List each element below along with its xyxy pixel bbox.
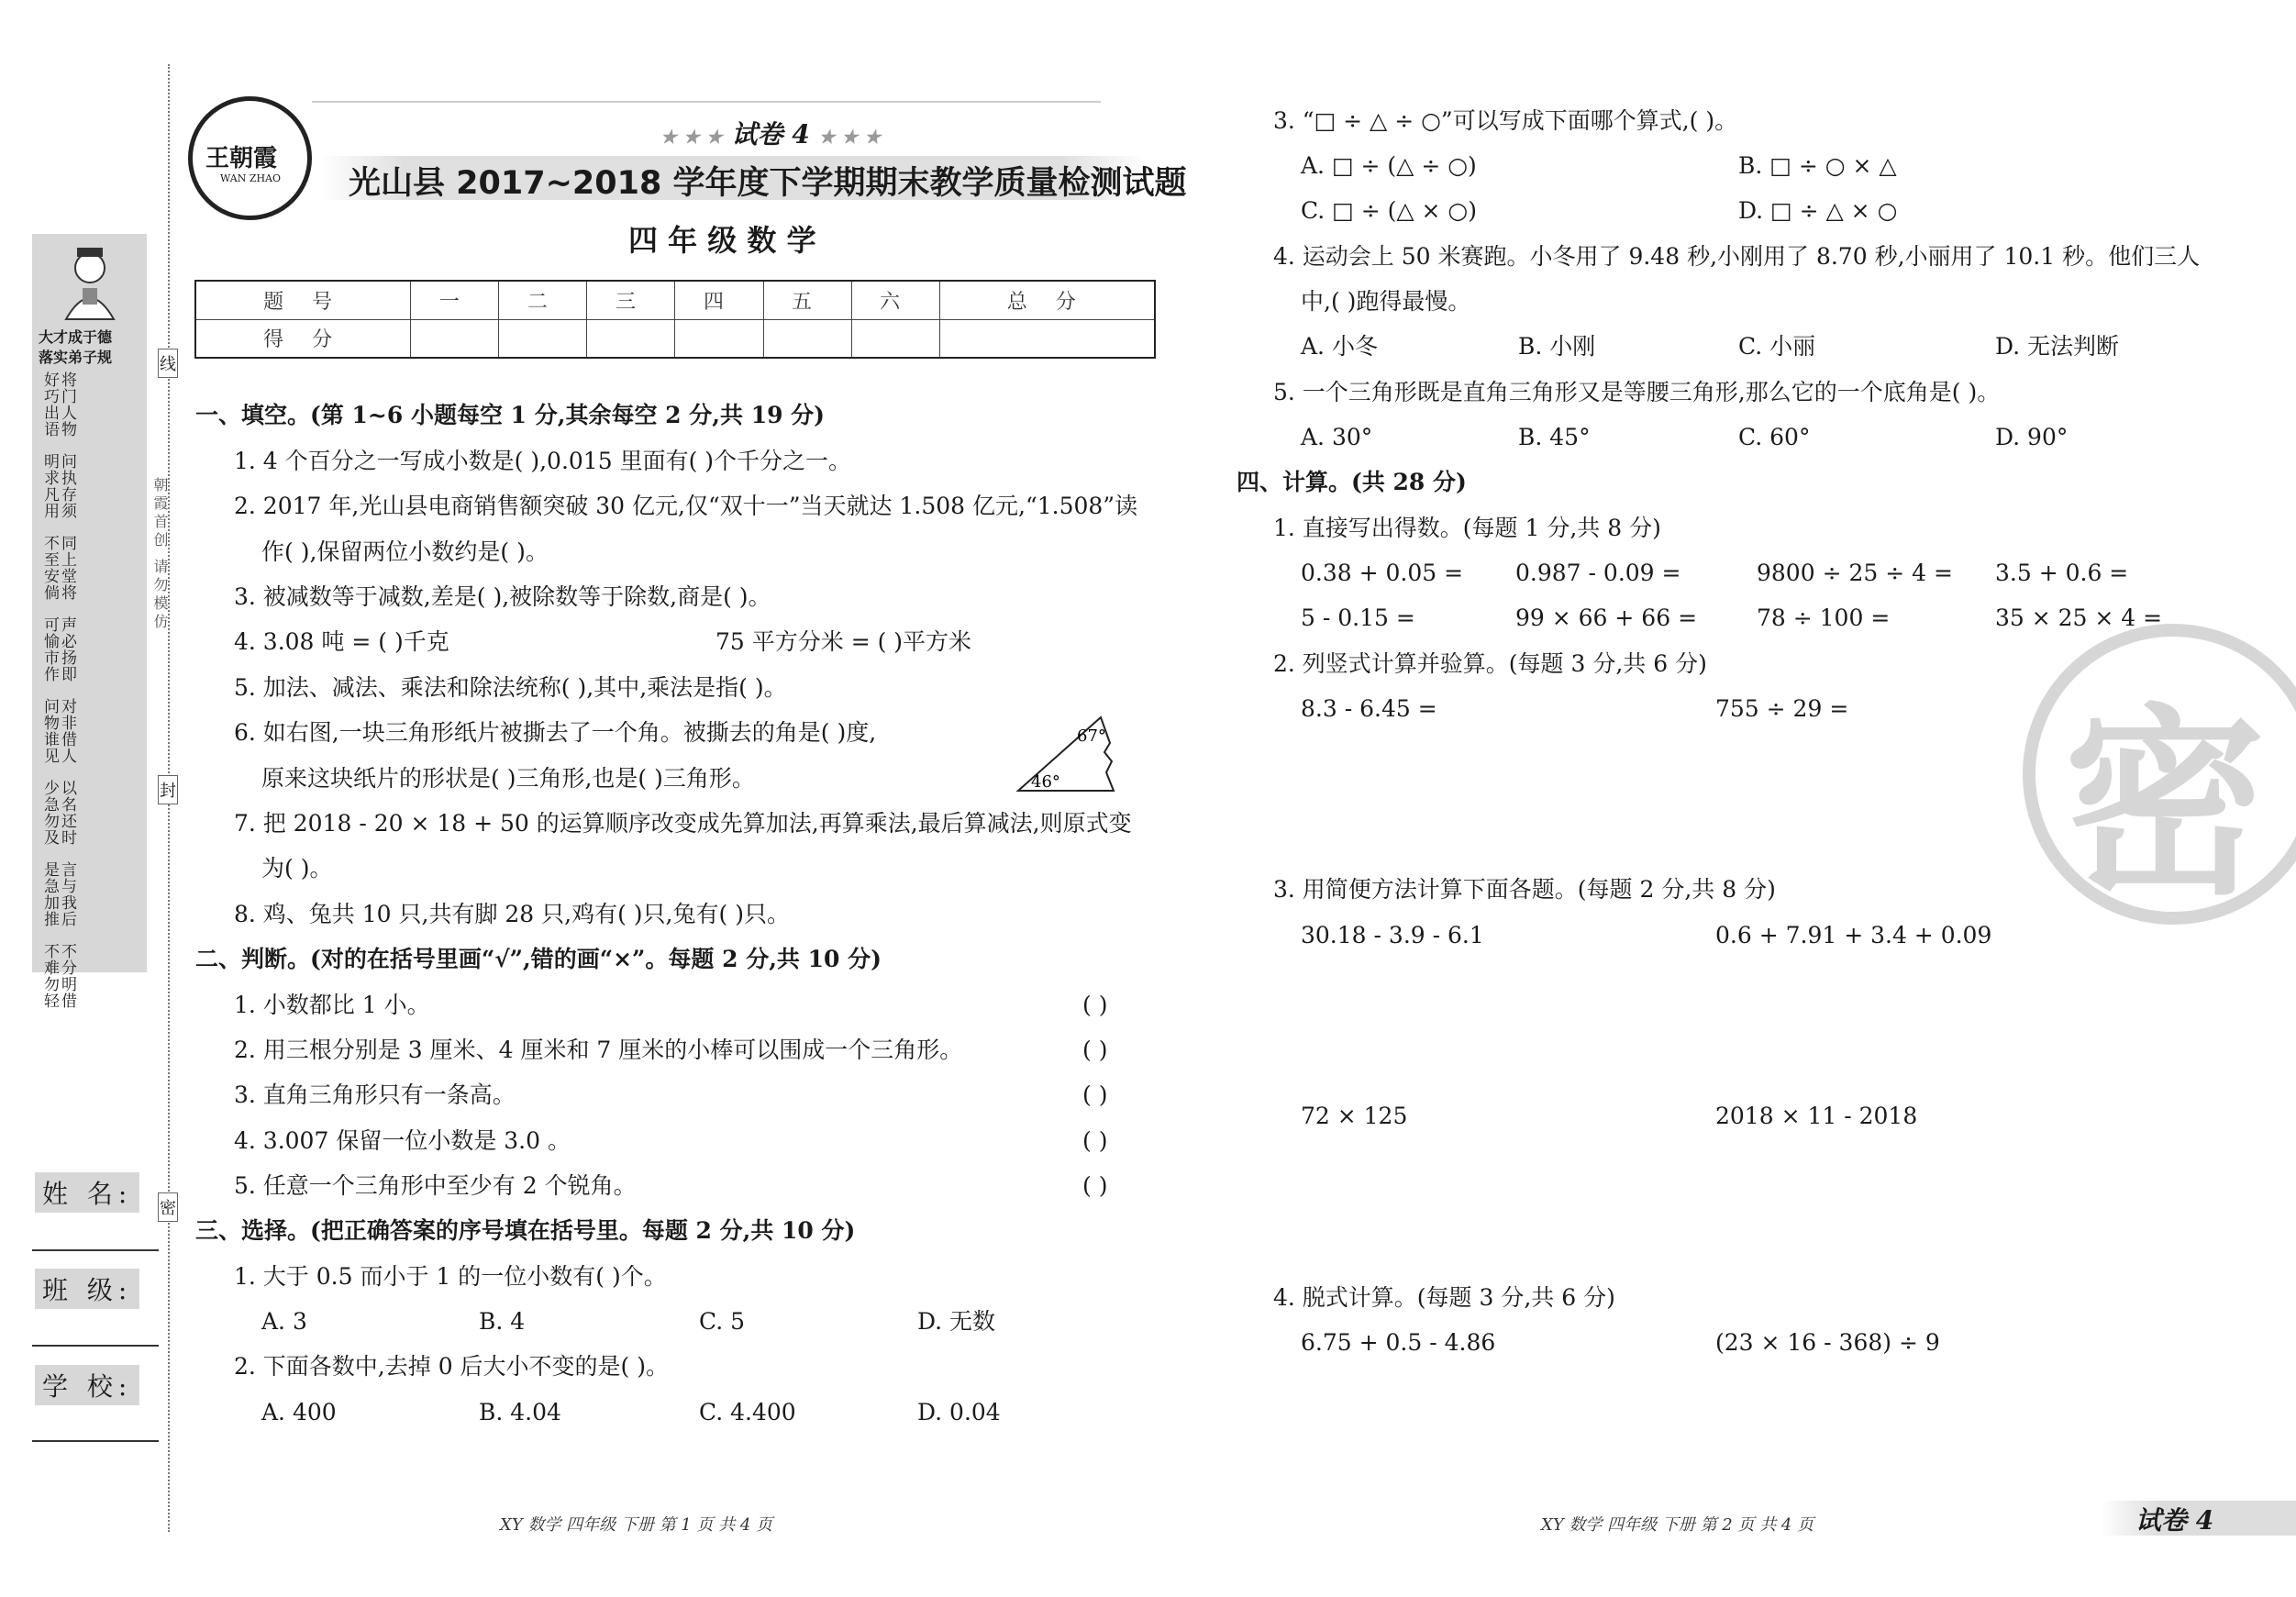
question-text: 6. 如右图,一块三角形纸片被撕去了一个角。被撕去的角是( )度, [234, 719, 877, 746]
calc-item: 0.38 + 0.05 = [1301, 560, 1464, 586]
judge-item: 3. 直角三角形只有一条高。 [234, 1081, 516, 1108]
option: D. 0.04 [917, 1399, 1001, 1425]
table-cell: 六 [851, 281, 939, 319]
table-cell: 得 分 [195, 319, 411, 358]
calc-item: 78 ÷ 100 = [1757, 604, 1891, 631]
calc-item: 0.987 - 0.09 = [1515, 560, 1681, 586]
table-cell: 四 [675, 281, 763, 319]
section-1-title: 一、填空。(第 1~6 小题每空 1 分,其余每空 2 分,共 19 分) [195, 402, 826, 428]
poem-group: 对非借人问物谁见 [40, 698, 76, 764]
triangle-angle-top: 67° [1077, 726, 1106, 746]
question-text: 7. 把 2018 - 20 × 18 + 50 的运算顺序改变成先算加法,再算乘法,最后算减法,则原式变 [234, 810, 1132, 837]
calc-item: 72 × 125 [1301, 1103, 1408, 1129]
question-text: 3. 用简便方法计算下面各题。(每题 2 分,共 8 分) [1273, 876, 1776, 903]
question-text: 1. 4 个百分之一写成小数是( ),0.015 里面有( )个千分之一。 [234, 448, 852, 474]
score-input-cell[interactable] [499, 319, 587, 358]
table-row [195, 281, 1155, 319]
option: A. 小冬 [1301, 333, 1378, 360]
name-field[interactable] [32, 1249, 159, 1251]
question-text: 3. “□ ÷ △ ÷ ○”可以写成下面哪个算式,( )。 [1273, 107, 1738, 134]
question-text: 中,( )跑得最慢。 [1301, 288, 1471, 315]
option: A. □ ÷ (△ ÷ ○) [1301, 152, 1477, 179]
score-input-cell[interactable] [939, 319, 1155, 358]
option: B. □ ÷ ○ × △ [1738, 152, 1897, 179]
corner-tag: 试卷 4 [2135, 1505, 2214, 1536]
option: A. 3 [261, 1308, 307, 1335]
page-footer-right: XY 数学 四年级 下册 第 2 页 共 4 页 [1541, 1515, 1814, 1535]
option: D. 90° [1995, 424, 2069, 450]
table-cell: 三 [587, 281, 675, 319]
subject-title: 四 年 级 数 学 [628, 223, 816, 258]
triangle-angle-bottom: 46° [1031, 772, 1060, 792]
section-2-title: 二、判断。(对的在括号里画“√”,错的画“×”。每题 2 分,共 10 分) [195, 946, 882, 972]
poem-group: 不分明借不难勿轻 [40, 943, 76, 1009]
option: C. 5 [699, 1308, 746, 1335]
logo-sub: WAN ZHAO [220, 172, 282, 184]
question-text: 8. 鸡、兔共 10 只,共有脚 28 只,鸡有( )只,兔有( )只。 [234, 901, 790, 927]
calc-item: 0.6 + 7.91 + 3.4 + 0.09 [1715, 922, 1992, 948]
option: C. 60° [1738, 424, 1811, 450]
option: C. 4.400 [699, 1399, 796, 1425]
poem-group: 同上堂将不至安倘 [40, 535, 76, 601]
margin-mark-seal: 封 [158, 775, 178, 804]
option: D. 无法判断 [1995, 333, 2120, 360]
answer-paren[interactable]: ( ) [1082, 1037, 1108, 1063]
question-text: 为( )。 [261, 855, 333, 882]
watermark-text: 密 [2064, 687, 2267, 922]
question-text: 3. 被减数等于减数,差是( ),被除数等于除数,商是( )。 [234, 583, 771, 610]
logo-emblem [188, 96, 312, 220]
paper-tag-text: 试卷 4 [731, 119, 810, 150]
answer-paren[interactable]: ( ) [1082, 1127, 1108, 1154]
page-title: 光山县 2017~2018 学年度下学期期末教学质量检测试题 [349, 165, 1187, 202]
option: C. □ ÷ (△ × ○) [1301, 197, 1477, 224]
sidebar-motto-2: 落实弟子规 [39, 349, 113, 366]
option: A. 30° [1301, 424, 1373, 450]
question-text: 作( ),保留两位小数约是( )。 [261, 538, 549, 565]
page-footer-left: XY 数学 四年级 下册 第 1 页 共 4 页 [500, 1515, 773, 1535]
poem-group: 问执存须明求凡用 [40, 453, 76, 519]
question-text: 5. 加法、减法、乘法和除法统称( ),其中,乘法是指( )。 [234, 674, 787, 701]
class-field[interactable] [32, 1345, 159, 1347]
section-3-title: 三、选择。(把正确答案的序号填在括号里。每题 2 分,共 10 分) [195, 1217, 856, 1244]
answer-paren[interactable]: ( ) [1082, 1081, 1108, 1108]
calc-item: 99 × 66 + 66 = [1515, 604, 1698, 631]
poem-group: 将门人物好巧出语 [40, 372, 76, 438]
torn-triangle-figure [1009, 706, 1128, 798]
calc-item: 5 - 0.15 = [1301, 604, 1415, 631]
score-table [194, 280, 1156, 359]
header-ribbon [312, 101, 1101, 112]
calc-item: 9800 ÷ 25 ÷ 4 = [1757, 560, 1953, 586]
calc-item: 2018 × 11 - 2018 [1715, 1103, 1918, 1129]
school-label: 学 校: [35, 1365, 139, 1405]
score-input-cell[interactable] [675, 319, 763, 358]
calc-item: (23 × 16 - 368) ÷ 9 [1715, 1329, 1940, 1356]
section-4-title: 四、计算。(共 28 分) [1237, 469, 1467, 495]
judge-item: 4. 3.007 保留一位小数是 3.0 。 [234, 1127, 571, 1154]
question-text: 75 平方分米 = ( )平方米 [715, 628, 972, 655]
poem-group: 声必扬即可愉市作 [40, 616, 76, 682]
calc-item: 35 × 25 × 4 = [1995, 604, 2163, 631]
poem-group: 言与我后是急加推 [40, 861, 76, 927]
answer-paren[interactable]: ( ) [1082, 992, 1108, 1018]
question-text: 1. 大于 0.5 而小于 1 的一位小数有( )个。 [234, 1263, 667, 1290]
answer-paren[interactable]: ( ) [1082, 1172, 1108, 1199]
logo-text: 王朝霞 [205, 145, 278, 172]
calc-item: 6.75 + 0.5 - 4.86 [1301, 1329, 1496, 1356]
question-text: 2. 2017 年,光山县电商销售额突破 30 亿元,仅“双十一”当天就达 1.508 亿元,“1.508”读 [234, 493, 1138, 519]
score-input-cell[interactable] [763, 319, 851, 358]
question-text: 原来这块纸片的形状是( )三角形,也是( )三角形。 [261, 765, 755, 792]
judge-item: 1. 小数都比 1 小。 [234, 992, 430, 1018]
question-text: 1. 直接写出得数。(每题 1 分,共 8 分) [1273, 515, 1661, 541]
calc-item: 30.18 - 3.9 - 6.1 [1301, 922, 1484, 948]
option: B. 4 [479, 1308, 526, 1335]
name-label: 姓 名: [35, 1172, 139, 1213]
score-input-cell[interactable] [411, 319, 499, 358]
judge-item: 2. 用三根分别是 3 厘米、4 厘米和 7 厘米的小棒可以围成一个三角形。 [234, 1037, 963, 1063]
table-cell: 题 号 [195, 281, 411, 319]
vertical-note: 朝霞首创 请勿模仿 [151, 477, 169, 633]
poem-group: 以名还时少急勿及 [40, 780, 76, 846]
option: C. 小丽 [1738, 333, 1816, 360]
question-text: 4. 运动会上 50 米赛跑。小冬用了 9.48 秒,小刚用了 8.70 秒,小丽用了 10.1 秒。他们三人 [1273, 243, 2201, 270]
question-text: 5. 一个三角形既是直角三角形又是等腰三角形,那么它的一个底角是( )。 [1273, 379, 2001, 405]
score-input-cell[interactable] [851, 319, 939, 358]
question-text: 4. 3.08 吨 = ( )千克 [234, 628, 449, 655]
school-field[interactable] [32, 1440, 159, 1442]
option: A. 400 [261, 1399, 337, 1425]
table-cell: 五 [763, 281, 851, 319]
option: B. 小刚 [1518, 333, 1596, 360]
option: B. 4.04 [479, 1399, 561, 1425]
option: D. 无数 [917, 1308, 996, 1335]
table-cell: 总 分 [939, 281, 1155, 319]
paper-tag: ★ ★ ★ 试卷 4 ★ ★ ★ [660, 119, 882, 150]
margin-mark-line: 线 [158, 349, 178, 378]
student-figure-icon [46, 240, 134, 325]
sidebar-poem [40, 372, 141, 1025]
calc-item: 8.3 - 6.45 = [1301, 695, 1437, 722]
question-text: 4. 脱式计算。(每题 3 分,共 6 分) [1273, 1284, 1615, 1311]
table-cell: 二 [499, 281, 587, 319]
table-row [195, 319, 1155, 358]
option: D. □ ÷ △ × ○ [1738, 197, 1898, 224]
question-text: 2. 下面各数中,去掉 0 后大小不变的是( )。 [234, 1353, 670, 1380]
calc-item: 755 ÷ 29 = [1715, 695, 1849, 722]
class-label: 班 级: [35, 1269, 139, 1309]
option: B. 45° [1518, 424, 1591, 450]
sidebar-motto-1: 大才成于德 [39, 328, 113, 346]
table-cell: 一 [411, 281, 499, 319]
margin-mark-secret: 密 [158, 1192, 178, 1222]
score-input-cell[interactable] [587, 319, 675, 358]
question-text: 2. 列竖式计算并验算。(每题 3 分,共 6 分) [1273, 650, 1707, 677]
judge-item: 5. 任意一个三角形中至少有 2 个锐角。 [234, 1172, 637, 1199]
calc-item: 3.5 + 0.6 = [1995, 560, 2129, 586]
